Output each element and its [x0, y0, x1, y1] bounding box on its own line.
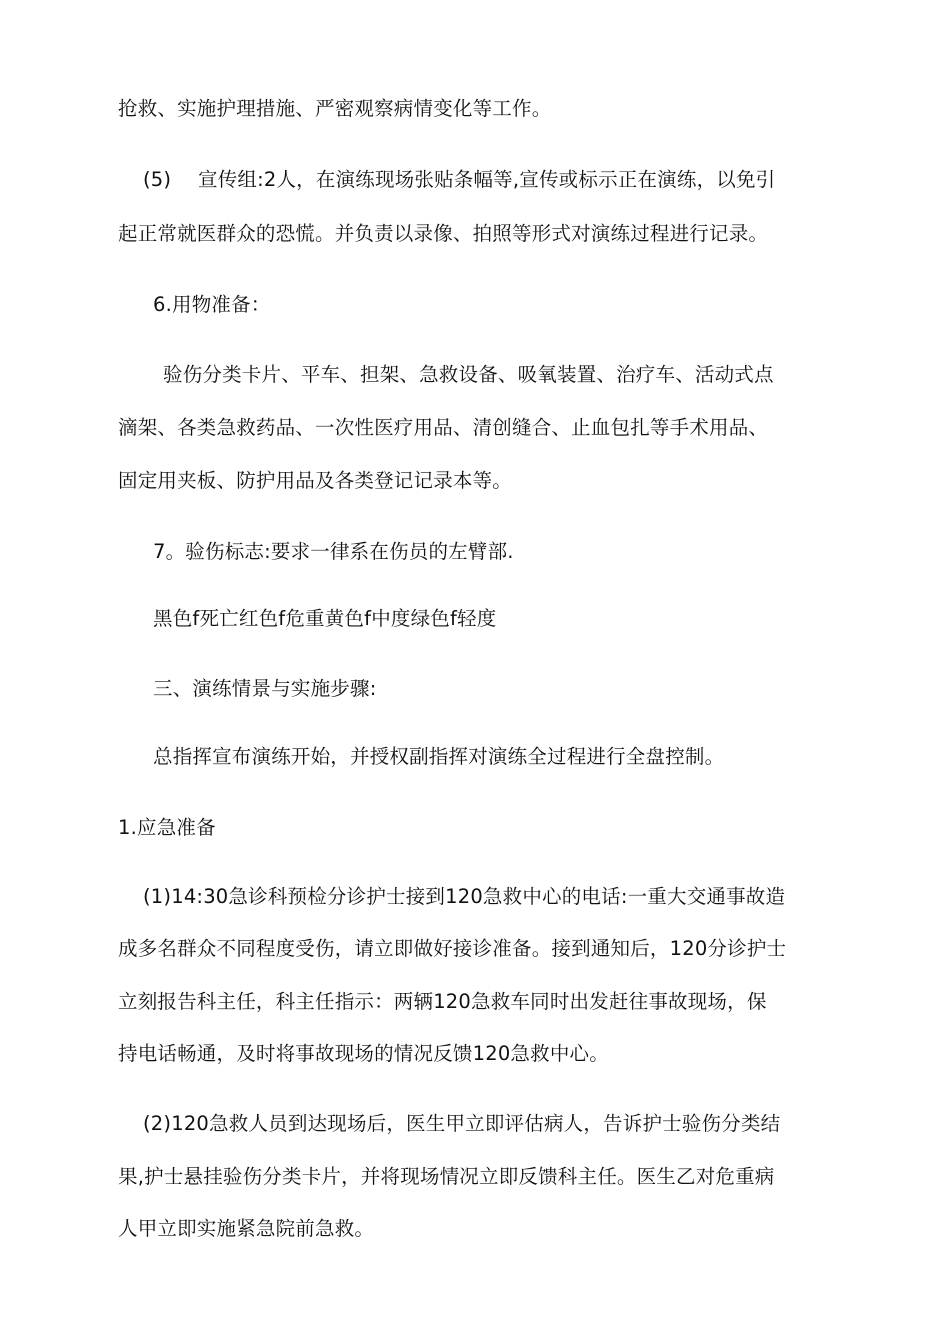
- text-line-6: 固定用夹板、防护用品及各类登记记录本等。: [118, 469, 513, 492]
- section-heading-scenario: 三、演练情景与实施步骤:: [153, 677, 377, 700]
- section-heading-triage-marks: 7。验伤标志:要求一律系在伤员的左臂部.: [153, 540, 514, 563]
- text-line-4: 验伤分类卡片、平车、担架、急救设备、吸氧装置、治疗车、活动式点: [163, 363, 774, 386]
- section-heading-emergency-prep: 1.应急准备: [118, 816, 216, 839]
- text-line-1: 抢救、实施护理措施、严密观察病情变化等工作。: [118, 97, 552, 120]
- list-marker-5: (5): [143, 168, 172, 191]
- text-line-8: 总指挥宣布演练开始，并授权副指挥对演练全过程进行全盘控制。: [153, 745, 725, 768]
- text-line-5: 滴架、各类急救药品、一次性医疗用品、清创缝合、止血包扎等手术用品、: [118, 416, 769, 439]
- text-line-15: 人甲立即实施紧急院前急救。: [118, 1217, 375, 1240]
- text-line-9: (1)14:30急诊科预检分诊护士接到120急救中心的电话:一重大交通事故造: [143, 885, 786, 908]
- section-heading-supplies: 6.用物准备：: [153, 293, 271, 316]
- text-line-11: 立刻报告科主任，科主任指示：两辆120急救车同时出发赶往事故现场，保: [118, 990, 767, 1013]
- text-line-14: 果,护士悬挂验伤分类卡片，并将现场情况立即反馈科主任。医生乙对危重病: [118, 1165, 775, 1188]
- text-line-13: (2)120急救人员到达现场后，医生甲立即评估病人，告诉护士验伤分类结: [143, 1112, 781, 1135]
- text-line-3: 起正常就医群众的恐慌。并负责以录像、拍照等形式对演练过程进行记录。: [118, 222, 769, 245]
- text-line-2: 宣传组:2人，在演练现场张贴条幅等,宣传或标示正在演练，以免引: [198, 168, 776, 191]
- text-line-7: 黑色f死亡红色f危重黄色f中度绿色f轻度: [153, 607, 497, 630]
- text-line-12: 持电话畅通，及时将事故现场的情况反馈120急救中心。: [118, 1042, 609, 1065]
- text-line-10: 成多名群众不同程度受伤，请立即做好接诊准备。接到通知后，120分诊护士: [118, 937, 787, 960]
